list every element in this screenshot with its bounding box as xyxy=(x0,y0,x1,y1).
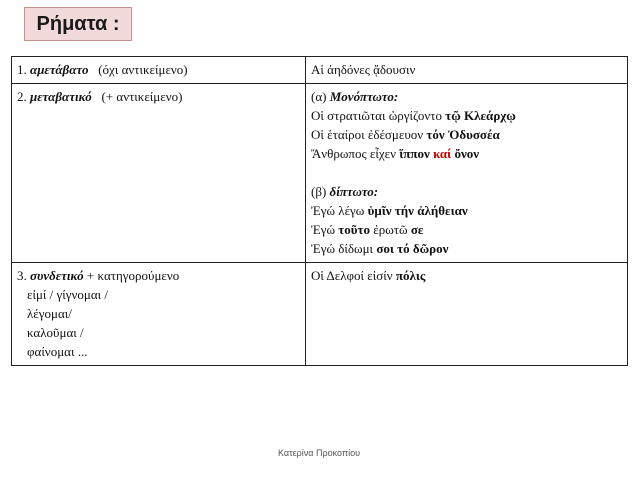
row3-number: 3. xyxy=(17,268,27,283)
linking-verb: λέγομαι/ xyxy=(27,306,72,321)
example-object: τόν Ὀδυσσέα xyxy=(426,127,500,142)
diptoto-label: (β) xyxy=(311,184,327,199)
row2-note: (+ αντικείμενο) xyxy=(101,89,183,104)
example-object: σε xyxy=(410,222,424,237)
example-text: Οἱ Δελφοί εἰσίν xyxy=(311,268,393,283)
row3-example-cell xyxy=(306,263,628,366)
example-text: Ἐγώ δίδωμι xyxy=(311,241,374,256)
row1-example-cell xyxy=(306,57,628,84)
example-conjunction: καί xyxy=(433,146,452,161)
monoptoto-example-1 xyxy=(311,106,622,125)
page-title: Ρήματα : xyxy=(36,12,120,35)
row3-type: συνδετικό xyxy=(30,268,84,283)
spacer xyxy=(311,163,622,182)
row2-example-cell xyxy=(306,84,628,263)
example-text: Ἄνθρωπος εἶχεν xyxy=(311,146,396,161)
example-text: Οἱ ἑταίροι ἐδέσμευον xyxy=(311,127,424,142)
monoptoto-example-2 xyxy=(311,125,622,144)
title-box xyxy=(24,7,132,41)
example-text: Ἐγώ xyxy=(311,222,336,237)
example-text: Ἐγώ λέγω xyxy=(311,203,365,218)
example-object: ὑμῖν τήν ἀλήθειαν xyxy=(367,203,468,218)
monoptoto-label: (α) xyxy=(311,89,327,104)
row1-type: αμετάβατο xyxy=(30,62,89,77)
diptoto-example-1 xyxy=(311,201,622,220)
monoptoto-type: Μονόπτωτο: xyxy=(329,89,399,104)
table-row xyxy=(12,57,628,84)
monoptoto-heading xyxy=(311,87,622,106)
example-object: τοῦτο xyxy=(338,222,371,237)
row3-note: + κατηγορούμενο xyxy=(86,268,180,283)
example-object: ὄνον xyxy=(454,146,480,161)
diptoto-heading xyxy=(311,182,622,201)
row1-type-cell xyxy=(12,57,306,84)
table-row xyxy=(12,84,628,263)
table-row xyxy=(12,263,628,366)
footer-author: Κατερίνα Προκοπίου xyxy=(277,448,360,458)
verb-types-table xyxy=(11,56,628,366)
diptoto-example-2 xyxy=(311,220,622,239)
diptoto-type: δίπτωτο: xyxy=(329,184,379,199)
example-object: τῷ Κλεάρχῳ xyxy=(445,108,516,123)
row2-type-cell xyxy=(12,84,306,263)
diptoto-example-3 xyxy=(311,239,622,258)
row1-note: (όχι αντικείμενο) xyxy=(98,62,188,77)
example-object: σοι τό δῶρον xyxy=(376,241,449,256)
linking-verb: φαίνομαι ... xyxy=(27,344,88,359)
monoptoto-example-3 xyxy=(311,144,622,163)
linking-verb: καλοῦμαι / xyxy=(27,325,84,340)
row1-number: 1. xyxy=(17,62,27,77)
example-text: ἐρωτῶ xyxy=(373,222,408,237)
example-object: ἵππον xyxy=(399,146,430,161)
example-predicate: πόλις xyxy=(395,268,426,283)
example-text: Οἱ στρατιῶται ὠργίζοντο xyxy=(311,108,443,123)
row3-heading xyxy=(17,266,300,285)
row1-example: Αἱ ἀηδόνες ᾄδουσιν xyxy=(311,62,416,77)
row2-number: 2. xyxy=(17,89,27,104)
row2-type: μεταβατικό xyxy=(30,89,92,104)
linking-verb: εἰμί / γίγνομαι / xyxy=(27,287,109,302)
row3-type-cell xyxy=(12,263,306,366)
